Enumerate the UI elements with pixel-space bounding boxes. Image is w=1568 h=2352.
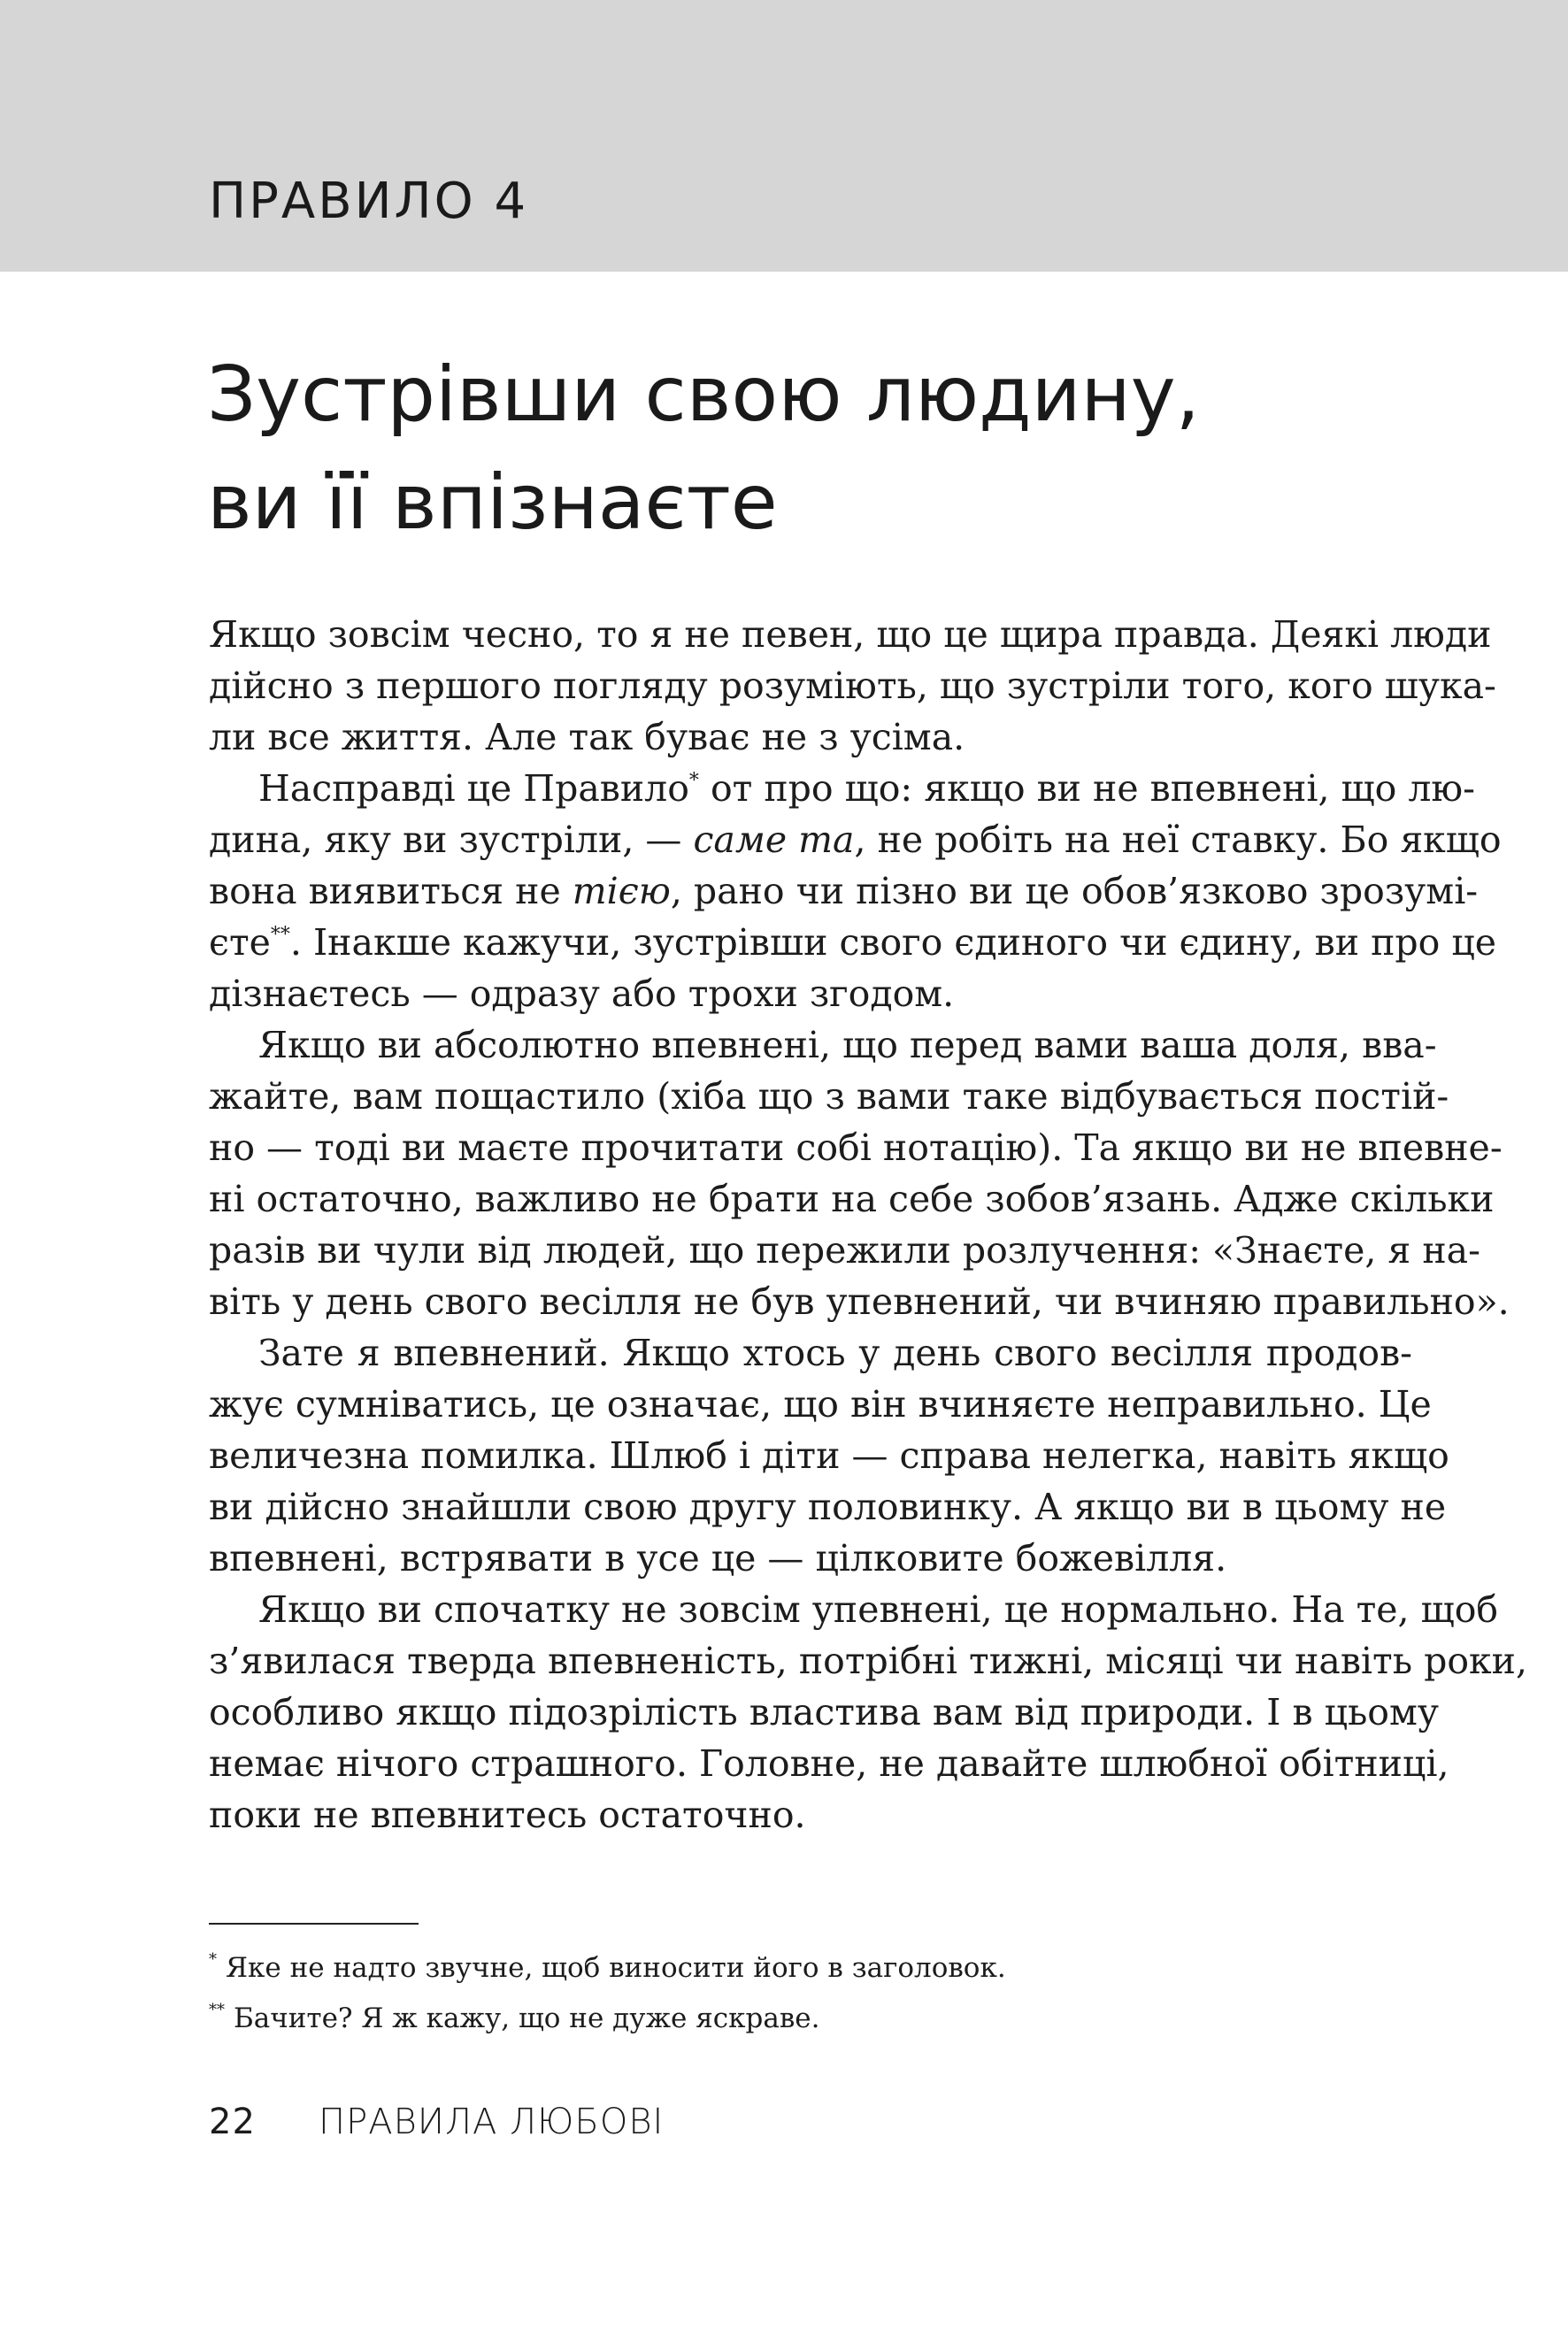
footnote-1 [209, 1943, 1412, 1994]
paragraph-4-line-3: величезна помилка. Шлюб і діти — справа нелегка, навіть якщо [209, 1434, 1449, 1477]
paragraph-4-line-5: впевнені, встрявати в усе це — цілковите божевілля. [209, 1537, 1227, 1580]
paragraph-5-line-4: немає нічого страшного. Головне, не давайте шлюбної обітниці, [209, 1742, 1449, 1785]
paragraph-2-line-4: єте**. Інакше кажучи, зустрівши свого єдиного чи єдину, ви про це [209, 921, 1496, 964]
paragraph-4-line-2: жує сумніватись, це означає, що він вчиняєте неправильно. Це [209, 1383, 1432, 1426]
paragraph-2-line-5: дізнаєтесь — одразу або трохи згодом. [209, 972, 955, 1015]
footnote-divider [209, 1923, 419, 1925]
chapter-title-line-2: ви її впізнаєте [207, 458, 778, 547]
paragraph-5-line-3: особливо якщо підозрілість властива вам від природи. І в цьому [209, 1691, 1439, 1733]
footnote-ref-1: * [688, 770, 699, 792]
page-number: 22 [209, 2102, 256, 2142]
paragraph-5-line-1: Якщо ви спочатку не зовсім упевнені, це нормально. На те, щоб [258, 1588, 1499, 1631]
chapter-title [207, 341, 1375, 557]
rule-label: ПРАВИЛО 4 [209, 173, 529, 230]
running-book-title: ПРАВИЛА ЛЮБОВІ [319, 2102, 665, 2142]
page-folio [209, 2102, 665, 2142]
paragraph-4-line-4: ви дійсно знайшли свою другу половинку. А якщо ви в цьому не [209, 1486, 1447, 1528]
paragraph-2-line-2: дина, яку ви зустріли, — саме та, не робіть на неї ставку. Бо якщо [209, 819, 1502, 861]
paragraph-3-line-2: жайте, вам пощастило (хіба що з вами таке відбувається постій- [209, 1075, 1449, 1118]
footnote-2 [209, 1994, 1412, 2044]
paragraph-3-line-6: віть у день свого весілля не був упевнений, чи вчиняю правильно». [209, 1280, 1510, 1323]
paragraph-5-line-5: поки не впевнитесь остаточно. [209, 1794, 806, 1836]
chapter-title-line-1: Зустрівши свою людину, [207, 350, 1200, 439]
paragraph-3-line-4: ні остаточно, важливо не брати на себе зобов’язань. Адже скільки [209, 1178, 1495, 1220]
footnote-2-text: Бачите? Я ж кажу, що не дуже яскраве. [234, 2002, 820, 2034]
paragraph-5-line-2: з’явилася тверда впевненість, потрібні тижні, місяці чи навіть роки, [209, 1640, 1527, 1682]
paragraph-2-line-1: Насправді це Правило* от про що: якщо ви не впевнені, що лю- [258, 767, 1475, 810]
body-text [209, 609, 1527, 1841]
paragraph-1-line-3: ли все життя. Але так буває не з усіма. [209, 716, 965, 758]
footnote-2-mark: ** [209, 2001, 225, 2019]
paragraph-3-line-5: разів ви чули від людей, що пережили розлучення: «Знаєте, я на- [209, 1229, 1480, 1272]
paragraph-2-line-3: вона виявиться не тією, рано чи пізно ви це обов’язково зрозумі- [209, 870, 1479, 912]
paragraph-3-line-3: но — тоді ви маєте прочитати собі нотацію). Та якщо ви не впевне- [209, 1126, 1503, 1169]
footnotes [209, 1943, 1412, 2044]
footnote-1-text: Яке не надто звучне, щоб виносити його в заголовок. [226, 1952, 1006, 1984]
footnote-ref-2: ** [270, 924, 290, 946]
paragraph-3-line-1: Якщо ви абсолютно впевнені, що перед вами ваша доля, вва- [258, 1024, 1437, 1066]
paragraph-1-line-1: Якщо зовсім чесно, то я не певен, що це щира правда. Деякі люди [209, 613, 1492, 656]
paragraph-4-line-1: Зате я впевнений. Якщо хтось у день свого весілля продов- [258, 1332, 1412, 1374]
paragraph-1-line-2: дійсно з першого погляду розуміють, що зустріли того, кого шука- [209, 665, 1496, 707]
chapter-header-band [0, 0, 1568, 272]
footnote-1-mark: * [209, 1950, 217, 1969]
